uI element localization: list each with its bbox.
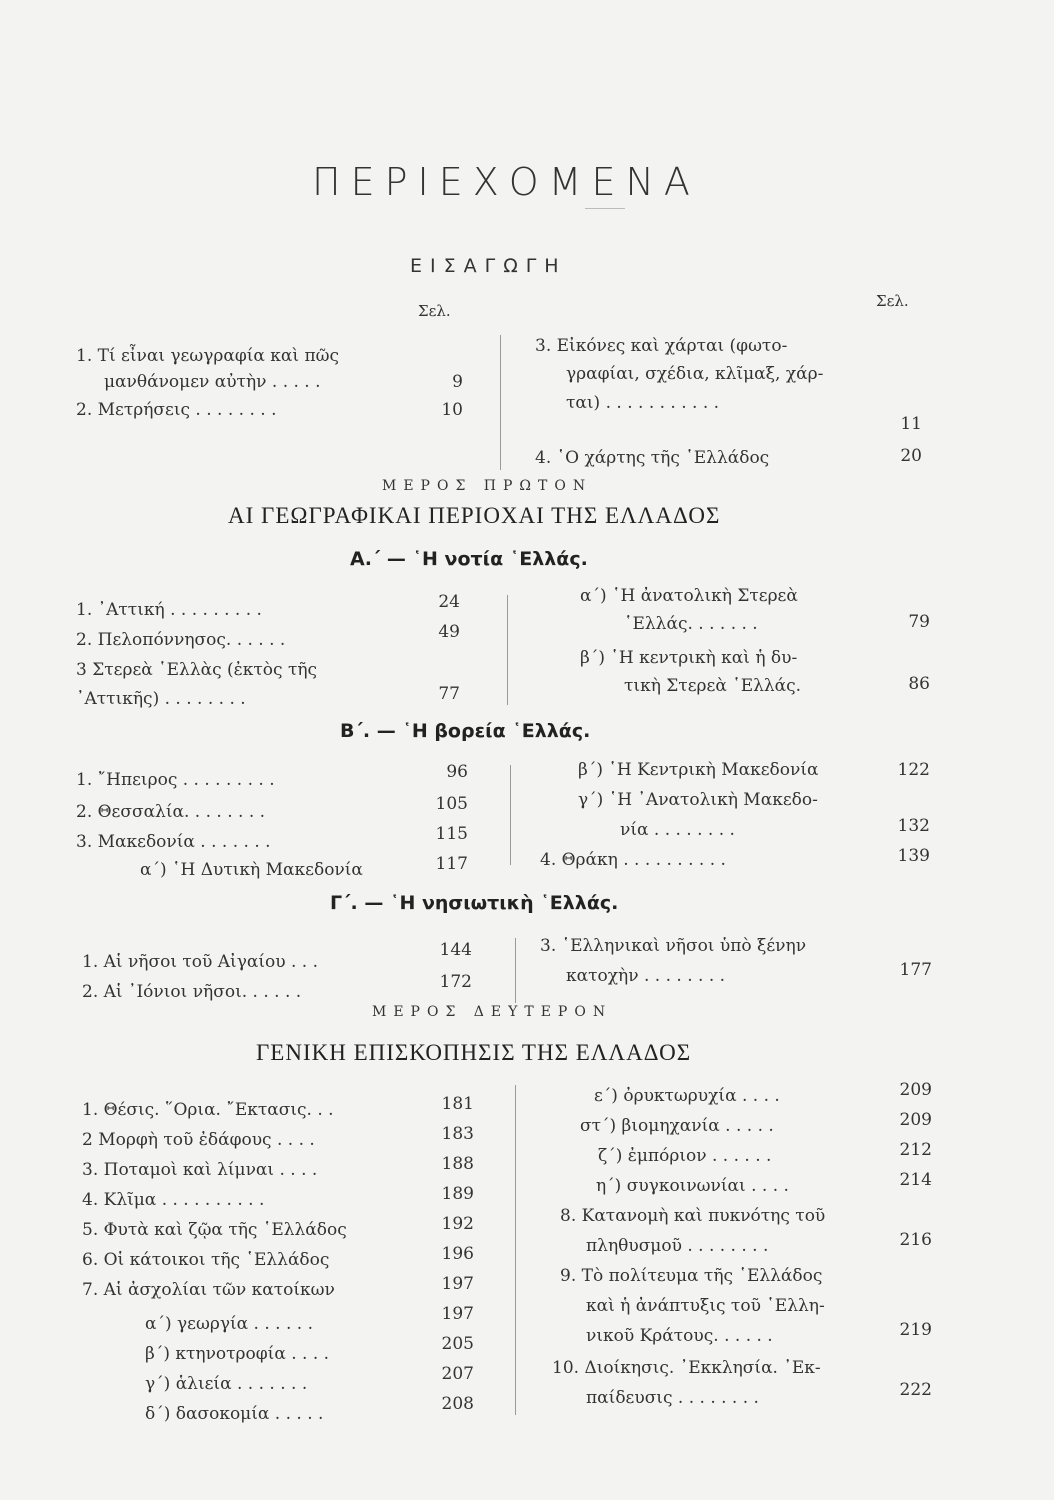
- toc-page: 10: [441, 400, 463, 420]
- toc-page: 189: [441, 1184, 474, 1204]
- toc-page: 122: [897, 760, 930, 780]
- toc-entry: 2. Θεσσαλία. . . . . . . .: [76, 802, 266, 822]
- toc-entry: 10. Διοίκησις. ᾿Εκκλησία. ᾿Εκ-: [552, 1358, 821, 1378]
- toc-page: 192: [441, 1214, 474, 1234]
- toc-entry: 2. Πελοπόννησος. . . . . .: [76, 630, 286, 650]
- toc-entry: 6. Οἱ κάτοικοι τῆς ῾Ελλάδος: [82, 1250, 330, 1270]
- toc-page: 208: [441, 1394, 474, 1414]
- toc-entry-cont: νικοῦ Κράτους. . . . . .: [586, 1326, 773, 1346]
- toc-entry: α΄) ῾Η Δυτικὴ Μακεδονία: [140, 860, 363, 880]
- toc-page: 77: [438, 684, 460, 704]
- toc-page: 20: [900, 446, 922, 466]
- toc-page: 105: [435, 794, 468, 814]
- toc-entry: ε΄) ὀρυκτωρυχία . . . .: [594, 1086, 780, 1106]
- column-divider: [515, 1085, 516, 1415]
- intro-title: ΕΙΣΑΓΩΓΗ: [410, 255, 567, 277]
- toc-entry: 1. Αἱ νῆσοι τοῦ Αἰγαίου . . .: [82, 952, 319, 972]
- toc-page: 132: [897, 816, 930, 836]
- toc-entry: γ΄) ῾Η ᾿Ανατολικὴ Μακεδο-: [578, 790, 818, 810]
- toc-page: 49: [438, 622, 460, 642]
- toc-entry: 3. Εἰκόνες καὶ χάρται (φωτο-: [535, 336, 788, 356]
- toc-entry: α΄) γεωργία . . . . . .: [145, 1314, 313, 1334]
- toc-entry: δ΄) δασοκομία . . . . .: [145, 1404, 324, 1424]
- page-column-label-left: Σελ.: [418, 302, 451, 320]
- toc-page: 86: [908, 674, 930, 694]
- toc-entry: 2. Μετρήσεις . . . . . . . .: [76, 400, 277, 420]
- toc-page: 117: [435, 854, 468, 874]
- part-heading: ΓΕΝΙΚΗ ΕΠΙΣΚΟΠΗΣΙΣ ΤΗΣ ΕΛΛΑΔΟΣ: [256, 1040, 692, 1065]
- toc-entry: 7. Αἱ ἀσχολίαι τῶν κατοίκων: [82, 1280, 335, 1300]
- toc-page: 24: [438, 592, 460, 612]
- toc-entry-cont: ται) . . . . . . . . . . .: [566, 393, 720, 413]
- toc-entry-cont: γραφίαι, σχέδια, κλῖμαξ, χάρ-: [566, 364, 824, 384]
- toc-entry: 1. Τί εἶναι γεωγραφία καὶ πῶς: [76, 346, 340, 366]
- toc-entry: 1. ᾿Αττική . . . . . . . . .: [76, 600, 262, 620]
- toc-page: 214: [899, 1170, 932, 1190]
- toc-page: 144: [439, 940, 472, 960]
- toc-entry: 9. Τὸ πολίτευμα τῆς ῾Ελλάδος: [560, 1266, 823, 1286]
- toc-page: 222: [899, 1380, 932, 1400]
- toc-entry: 4. Θράκη . . . . . . . . . .: [540, 850, 726, 870]
- toc-entry: 4. ῾Ο χάρτης τῆς ῾Ελλάδος: [535, 448, 770, 468]
- toc-entry: 5. Φυτὰ καὶ ζῷα τῆς ῾Ελλάδος: [82, 1220, 347, 1240]
- toc-entry: 1. ῎Ηπειρος . . . . . . . . .: [76, 770, 275, 790]
- section-title: Β΄. — ῾Η βορεία ῾Ελλάς.: [340, 720, 591, 742]
- toc-page: 216: [899, 1230, 932, 1250]
- toc-entry: 2 Μορφὴ τοῦ ἐδάφους . . . .: [82, 1130, 315, 1150]
- toc-page: 207: [441, 1364, 474, 1384]
- toc-entry: β΄) ῾Η κεντρικὴ καὶ ἡ δυ-: [580, 648, 798, 668]
- column-divider: [500, 335, 501, 470]
- toc-entry: α΄) ῾Η ἀνατολικὴ Στερεὰ: [580, 586, 798, 606]
- toc-entry: στ΄) βιομηχανία . . . . .: [580, 1116, 774, 1136]
- toc-entry: 1. Θέσις. ῞Ορια. ῎Εκτασις. . .: [82, 1100, 334, 1120]
- toc-entry-cont: μανθάνομεν αὐτὴν . . . . .: [104, 372, 321, 392]
- toc-page: 209: [899, 1110, 932, 1130]
- page-title: ΠΕΡΙΕΧΟΜΕΝΑ: [312, 160, 700, 204]
- toc-entry-cont: νία . . . . . . . .: [620, 820, 735, 840]
- toc-entry-cont: κατοχὴν . . . . . . . .: [566, 966, 726, 986]
- toc-page: 205: [441, 1334, 474, 1354]
- toc-entry-cont: παίδευσις . . . . . . . .: [586, 1388, 759, 1408]
- toc-page: 115: [435, 824, 468, 844]
- toc-entry: ζ΄) ἐμπόριον . . . . . .: [598, 1146, 772, 1166]
- column-divider: [507, 595, 508, 705]
- toc-entry: γ΄) ἁλιεία . . . . . . .: [145, 1374, 308, 1394]
- toc-page: 197: [441, 1274, 474, 1294]
- toc-entry-cont: ᾿Αττικῆς) . . . . . . . .: [76, 689, 246, 709]
- part-label: ΜΕΡΟΣ ΠΡΩΤΟΝ: [382, 478, 593, 494]
- toc-page: 177: [899, 960, 932, 980]
- toc-entry-cont: ῾Ελλάς. . . . . . .: [624, 614, 758, 634]
- page-column-label-right: Σελ.: [876, 292, 909, 310]
- column-divider: [515, 938, 516, 1003]
- toc-entry-cont: καὶ ἡ ἀνάπτυξις τοῦ ῾Ελλη-: [586, 1296, 825, 1316]
- toc-page: 181: [441, 1094, 474, 1114]
- toc-page: 139: [897, 846, 930, 866]
- toc-entry: β΄) ῾Η Κεντρικὴ Μακεδονία: [578, 760, 819, 780]
- toc-page: 183: [441, 1124, 474, 1144]
- toc-page: 196: [441, 1244, 474, 1264]
- toc-page: 188: [441, 1154, 474, 1174]
- toc-page: 219: [899, 1320, 932, 1340]
- toc-page: 212: [899, 1140, 932, 1160]
- toc-entry: β΄) κτηνοτροφία . . . .: [145, 1344, 330, 1364]
- section-title: Γ΄. — ῾Η νησιωτικὴ ῾Ελλάς.: [330, 892, 619, 914]
- title-rule: [585, 208, 625, 209]
- toc-entry-cont: πληθυσμοῦ . . . . . . . .: [586, 1236, 769, 1256]
- toc-entry: 3. Μακεδονία . . . . . . .: [76, 832, 271, 852]
- toc-entry: 3. Ποταμοὶ καὶ λίμναι . . . .: [82, 1160, 318, 1180]
- toc-entry: η΄) συγκοινωνίαι . . . .: [596, 1176, 789, 1196]
- toc-page: 172: [439, 972, 472, 992]
- toc-page: 11: [900, 414, 922, 434]
- toc-entry: 3 Στερεὰ ῾Ελλὰς (ἐκτὸς τῆς: [76, 660, 318, 680]
- toc-page: 96: [446, 762, 468, 782]
- toc-page: 9: [452, 372, 463, 392]
- toc-entry: 4. Κλῖμα . . . . . . . . . .: [82, 1190, 265, 1210]
- part-heading: ΑΙ ΓΕΩΓΡΑΦΙΚΑΙ ΠΕΡΙΟΧΑΙ ΤΗΣ ΕΛΛΑΔΟΣ: [228, 503, 721, 528]
- toc-entry: 8. Κατανομὴ καὶ πυκνότης τοῦ: [560, 1206, 826, 1226]
- toc-page: 209: [899, 1080, 932, 1100]
- part-label: ΜΕΡΟΣ ΔΕΥΤΕΡΟΝ: [372, 1004, 613, 1020]
- toc-page: 197: [441, 1304, 474, 1324]
- toc-entry-cont: τικὴ Στερεὰ ῾Ελλάς.: [624, 676, 802, 696]
- section-title: Α.΄ — ῾Η νοτία ῾Ελλάς.: [350, 548, 588, 570]
- toc-page: 79: [908, 612, 930, 632]
- toc-entry: 3. ῾Ελληνικαὶ νῆσοι ὑπὸ ξένην: [540, 936, 807, 956]
- toc-entry: 2. Αἱ ᾿Ιόνιοι νῆσοι. . . . . .: [82, 982, 302, 1002]
- column-divider: [510, 765, 511, 865]
